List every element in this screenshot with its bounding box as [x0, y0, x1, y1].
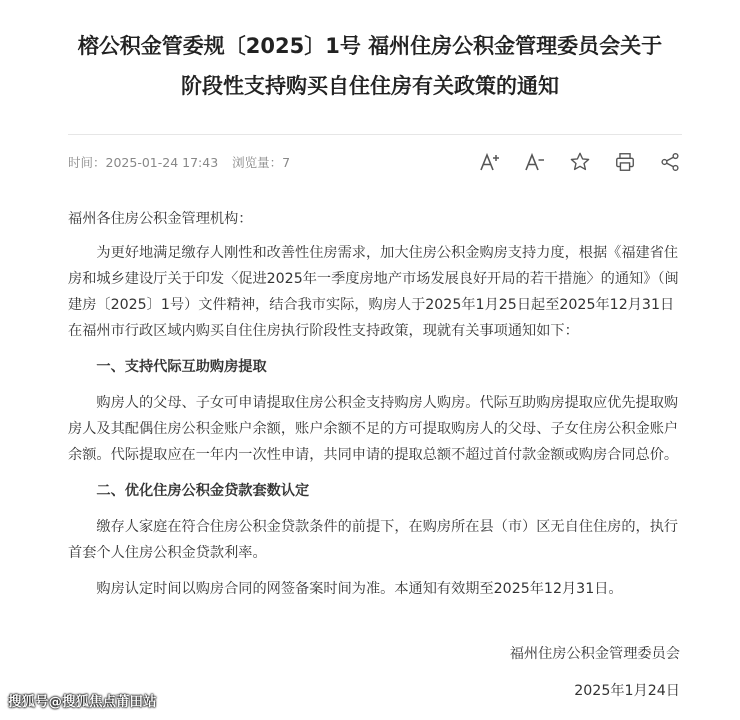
title-divider [68, 134, 682, 135]
salutation: 福州各住房公积金管理机构： [68, 211, 253, 227]
issue-date: 2025年1月24日 [574, 683, 680, 699]
article-meta [68, 153, 300, 171]
section-2-body: 缴存人家庭在符合住房公积金贷款条件的前提下，在购房所在县（市）区无自住住房的，执行首套个人住房公积金贷款利率。 [68, 519, 679, 561]
article-title [40, 26, 700, 106]
share-button[interactable] [658, 150, 682, 174]
section-2-title: 二、优化住房公积金贷款套数认定 [96, 483, 310, 499]
title-line-2: 阶段性支持购买自住住房有关政策的通知 [181, 74, 559, 98]
favorite-button[interactable] [568, 150, 592, 174]
section-1-title: 一、支持代际互助购房提取 [96, 359, 267, 375]
printer-icon [614, 151, 636, 173]
star-icon [569, 151, 591, 173]
share-icon [659, 151, 681, 173]
view-count: 浏览量：7 [232, 155, 291, 170]
font-decrease-button[interactable] [523, 150, 547, 174]
signature: 福州住房公积金管理委员会 [509, 646, 680, 662]
font-increase-icon [479, 152, 501, 172]
publish-time: 时间：2025-01-24 17:43 [68, 155, 219, 170]
article-toolbar [478, 150, 682, 174]
watermark: 搜狐号@搜狐焦点莆田站 [8, 694, 157, 710]
closing-paragraph: 购房认定时间以购房合同的网签备案时间为准。本通知有效期至2025年12月31日。 [96, 581, 623, 597]
print-button[interactable] [613, 150, 637, 174]
intro-paragraph: 为更好地满足缴存人刚性和改善性住房需求，加大住房公积金购房支持力度，根据《福建省住房和城乡建设厅关于印发〈促进2025年一季度房地产市场发展良好开局的若干措施〉的通知》（闽建房〔2025〕1号）文件精神，结合我市实际，购房人于2025年1月25日起至2025年12月31日在福州市行政区域内购买自住住房执行阶段性支持政策，现就有关事项通知如下： [68, 245, 679, 339]
section-1-body: 购房人的父母、子女可申请提取住房公积金支持购房人购房。代际互助购房提取应优先提取购房人及其配偶住房公积金账户余额，账户余额不足的方可提取购房人的父母、子女住房公积金账户余额。代际提取应在一年内一次性申请，共同申请的提取总额不超过首付款金额或购房合同总价。 [68, 395, 679, 463]
font-increase-button[interactable] [478, 150, 502, 174]
article-body [68, 206, 684, 612]
font-decrease-icon [524, 152, 546, 172]
title-line-1: 榕公积金管委规〔2025〕1号 福州住房公积金管理委员会关于 [77, 34, 663, 58]
